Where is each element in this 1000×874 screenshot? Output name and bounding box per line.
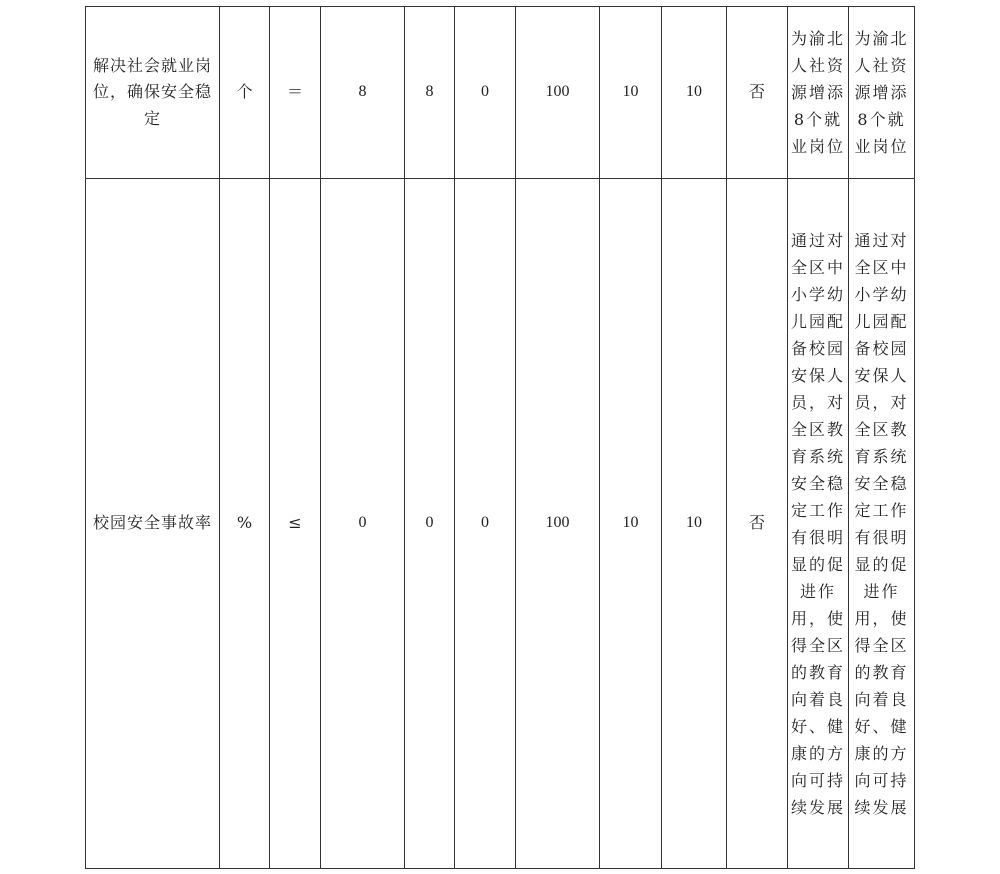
target-value-cell: 0 [321,179,405,869]
indicator-cell [86,7,220,179]
note-a-cell [788,179,849,869]
unit-cell: 个 [220,7,270,179]
target-value-cell: 8 [321,7,405,179]
indicator-text: 解决社会就业岗位，确保安全稳定 [92,55,212,128]
note-a-text: 通过对全区中小学幼儿园配备校园安保人员，对全区教育系统安全稳定工作有很明显的促进作用，使得全区的教育向着良好、健康的方向可持续发展 [791,230,846,817]
score-cell: 10 [662,7,727,179]
unit-cell: % [220,179,270,869]
deviation-cell: 0 [455,7,516,179]
indicator-text: 校园安全事故率 [92,513,212,533]
completion-cell: 100 [516,179,600,869]
performance-indicator-table [85,6,915,869]
note-b-cell [849,179,915,869]
table-row [86,7,915,179]
deduct-cell: 否 [727,7,788,179]
operator-cell: ≤ [270,179,321,869]
completion-cell: 100 [516,7,600,179]
note-b-text: 为渝北人社资源增添8个就业岗位 [854,29,909,156]
indicator-cell [86,179,220,869]
note-a-cell [788,7,849,179]
actual-value-cell: 0 [405,179,455,869]
actual-value-cell: 8 [405,7,455,179]
note-a-text: 为渝北人社资源增添8个就业岗位 [791,29,846,156]
note-b-cell [849,7,915,179]
deduct-cell: 否 [727,179,788,869]
note-b-text: 通过对全区中小学幼儿园配备校园安保人员，对全区教育系统安全稳定工作有很明显的促进作用，使得全区的教育向着良好、健康的方向可持续发展 [854,230,909,817]
weight-cell: 10 [600,7,662,179]
operator-cell: ＝ [270,7,321,179]
table-row [86,179,915,869]
deviation-cell: 0 [455,179,516,869]
score-cell: 10 [662,179,727,869]
weight-cell: 10 [600,179,662,869]
